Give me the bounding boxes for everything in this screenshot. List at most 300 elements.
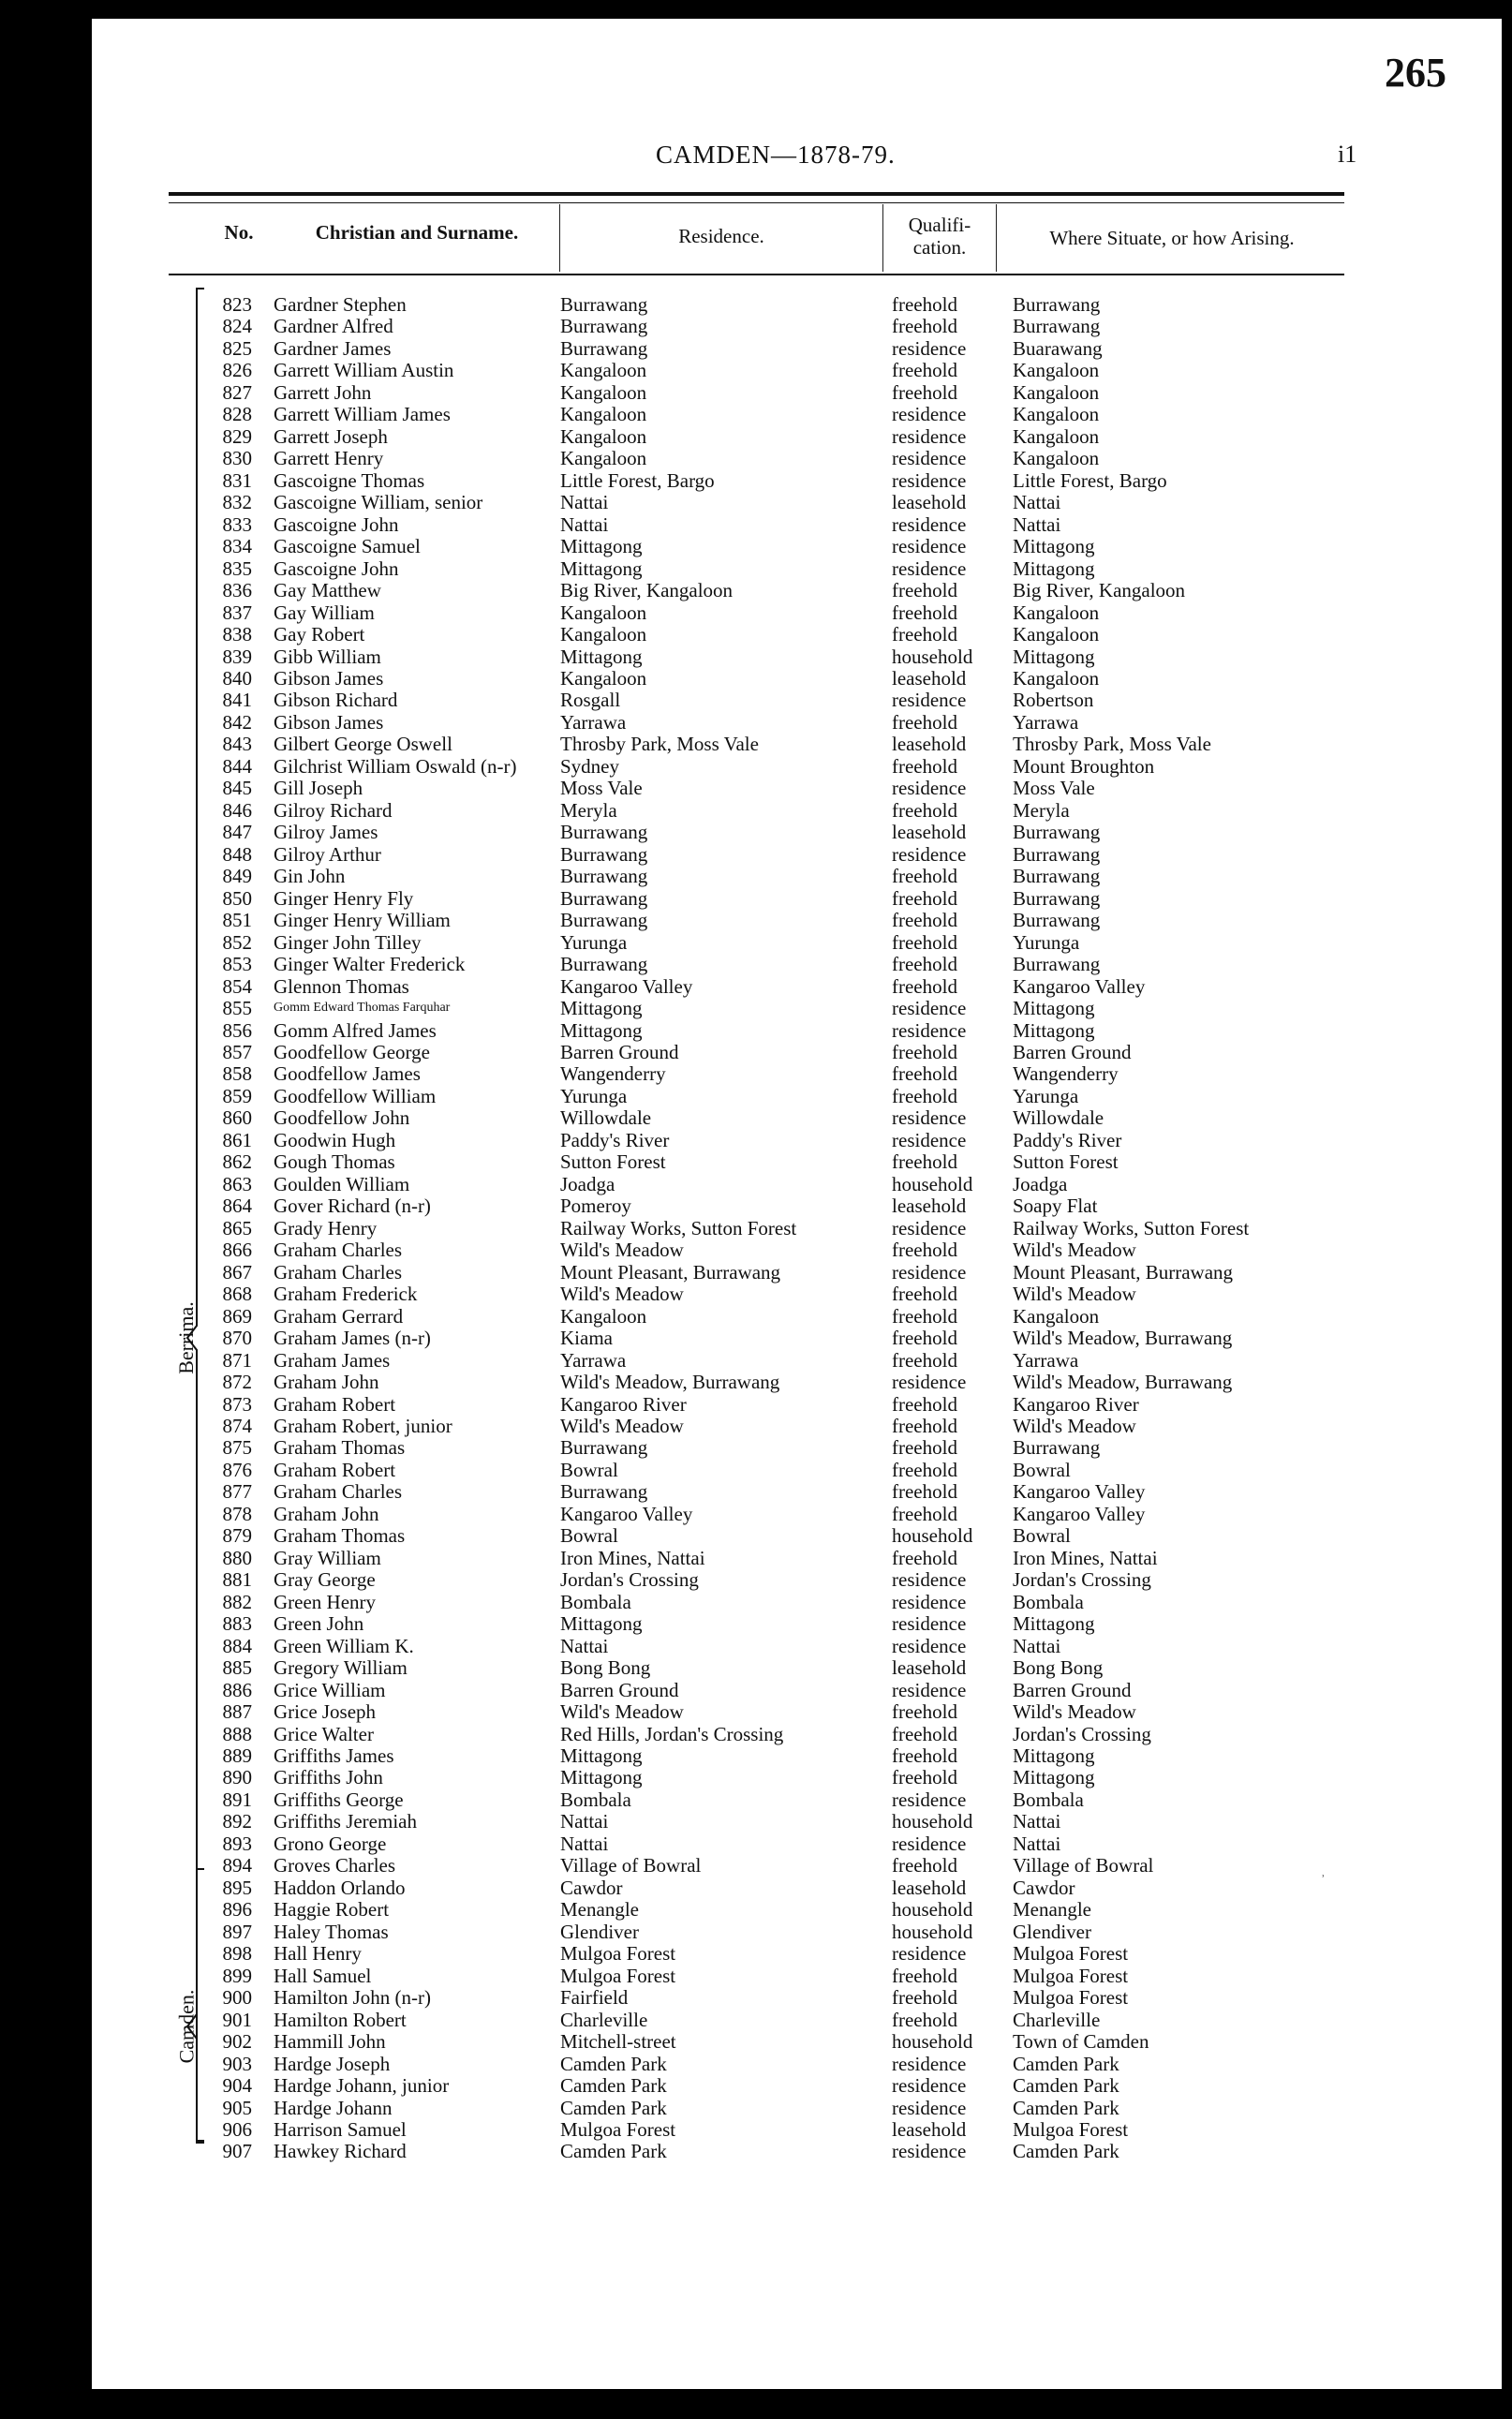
entry-qualification: residence [892,2074,967,2098]
entry-number: 834 [222,535,252,558]
entry-residence: Burrawang [560,865,648,888]
entry-number: 885 [222,1656,252,1680]
entry-number: 879 [222,1524,252,1548]
entry-where-situate: Soapy Flat [1013,1195,1098,1218]
entry-where-situate: Throsby Park, Moss Vale [1013,733,1211,756]
table-row [0,381,1499,404]
entry-number: 831 [222,468,252,492]
table-row [0,337,1499,360]
entry-where-situate: Wild's Meadow, Burrawang [1013,1371,1233,1394]
header-bottom-rule [169,274,1344,275]
entry-where-situate: Barren Ground [1013,1040,1132,1063]
entry-where-situate: Mittagong [1013,557,1095,580]
entry-number: 833 [222,512,252,536]
entry-name: Ginger Henry William [274,909,451,932]
entry-qualification: household [892,1898,973,1922]
entry-name: Gilbert George Oswell [274,733,452,756]
entry-name: Hammill John [274,2030,386,2054]
entry-where-situate: Camden Park [1013,2140,1119,2163]
entry-residence: Wild's Meadow, Burrawang [560,1371,780,1394]
entry-where-situate: Kangaloon [1013,380,1100,404]
entry-name: Hardge Johann [274,2096,393,2119]
table-row [0,931,1499,954]
entry-residence: Paddy's River [560,1128,670,1151]
entry-residence: Camden Park [560,2096,667,2119]
entry-number: 902 [222,2030,252,2054]
entry-name: Gascoigne Thomas [274,468,425,492]
entry-name: Griffiths James [274,1744,394,1768]
entry-qualification: residence [892,535,967,558]
entry-residence: Kangaloon [560,601,647,624]
entry-name: Gomm Alfred James [274,1018,437,1042]
entry-name: Graham Thomas [274,1436,406,1460]
entry-residence: Kangaloon [560,424,647,448]
entry-name: Graham Charles [274,1480,403,1504]
entry-residence: Kangaroo Valley [560,974,693,998]
entry-where-situate: Paddy's River [1013,1128,1122,1151]
entry-name: Haddon Orlando [274,1876,406,1899]
entry-number: 862 [222,1150,252,1174]
entry-name: Hardge Johann, junior [274,2074,450,2098]
entry-name: Hardge Joseph [274,2052,391,2075]
entry-name: Gascoigne John [274,512,399,536]
entry-number: 891 [222,1788,252,1811]
entry-name: Grady Henry [274,1216,378,1239]
entry-name: Graham Robert [274,1458,396,1481]
entry-name: Graham James (n-r) [274,1327,431,1350]
entry-number: 900 [222,1986,252,2010]
entry-number: 876 [222,1458,252,1481]
entry-name: Gibson James [274,710,384,734]
entry-name: Garrett Joseph [274,424,388,448]
entry-number: 895 [222,1876,252,1899]
entry-where-situate: Menangle [1013,1898,1091,1922]
entry-number: 863 [222,1172,252,1195]
table-row [0,646,1499,668]
entry-number: 896 [222,1898,252,1922]
table-row [0,315,1499,337]
entry-name: Gibb William [274,645,381,668]
entry-residence: Red Hills, Jordan's Crossing [560,1722,784,1745]
entry-residence: Kangaloon [560,403,647,426]
entry-name: Gascoigne John [274,557,399,580]
entry-number: 832 [222,491,252,514]
entry-qualification: residence [892,1106,967,1130]
entry-name: Grice Walter [274,1722,374,1745]
table-row [0,1041,1499,1063]
table-row [0,1129,1499,1151]
entry-name: Gilroy Arthur [274,842,381,866]
entry-residence: Joadga [560,1172,615,1195]
table-row [0,491,1499,513]
entry-where-situate: Mulgoa Forest [1013,2118,1129,2141]
entry-where-situate: Yarrawa [1013,710,1079,734]
entry-where-situate: Kangaloon [1013,623,1100,646]
entry-where-situate: Bowral [1013,1458,1071,1481]
table-row [0,469,1499,492]
table-row [0,1921,1499,1943]
entry-residence: Rosgall [560,689,621,712]
entry-qualification: freehold [892,601,957,624]
entry-name: Graham Robert [274,1392,396,1416]
entry-where-situate: Sutton Forest [1013,1150,1119,1174]
entry-name: Gay Robert [274,623,365,646]
entry-qualification: freehold [892,380,957,404]
entry-qualification: freehold [892,1062,957,1086]
entry-number: 882 [222,1590,252,1613]
entry-qualification: residence [892,1568,967,1592]
entry-number: 844 [222,754,252,778]
table-row [0,1305,1499,1328]
entry-qualification: leasehold [892,666,967,690]
table-row [0,1788,1499,1811]
table-row [0,535,1499,557]
entry-name: Gardner James [274,336,392,360]
entry-where-situate: Wild's Meadow [1013,1283,1136,1306]
entry-number: 865 [222,1216,252,1239]
entry-name: Goodfellow William [274,1084,437,1107]
entry-name: Goulden William [274,1172,410,1195]
entry-qualification: freehold [892,886,957,910]
entry-where-situate: Camden Park [1013,2052,1119,2075]
entry-name: Graham Frederick [274,1283,418,1306]
entry-where-situate: Joadga [1013,1172,1068,1195]
entry-where-situate: Kangaloon [1013,666,1100,690]
entry-number: 846 [222,798,252,822]
entry-number: 852 [222,930,252,954]
entry-name: Gilroy James [274,821,378,844]
signature-mark: i1 [1338,141,1357,168]
entry-qualification: freehold [892,1766,957,1789]
entry-name: Gilchrist William Oswald (n-r) [274,754,517,778]
entry-residence: Burrawang [560,909,648,932]
entry-residence: Mittagong [560,1766,643,1789]
entry-where-situate: Jordan's Crossing [1013,1568,1151,1592]
entry-residence: Yurunga [560,930,628,954]
table-row [0,403,1499,425]
entry-number: 855 [222,997,252,1020]
entry-qualification: residence [892,468,967,492]
table-row [0,1415,1499,1437]
entry-residence: Nattai [560,1810,609,1833]
entry-where-situate: Kangaloon [1013,447,1100,470]
entry-number: 857 [222,1040,252,1063]
table-row [0,425,1499,448]
entry-name: Graham Robert, junior [274,1414,452,1437]
entry-number: 853 [222,953,252,976]
entry-qualification: freehold [892,1327,957,1350]
entry-qualification: residence [892,2052,967,2075]
entry-residence: Kangaloon [560,359,647,382]
entry-number: 835 [222,557,252,580]
entry-residence: Sutton Forest [560,1150,666,1174]
table-row [0,1833,1499,1855]
entry-residence: Barren Ground [560,1678,679,1701]
entry-number: 894 [222,1854,252,1877]
entry-number: 889 [222,1744,252,1768]
table-row [0,1591,1499,1613]
entry-qualification: residence [892,1371,967,1394]
entry-qualification: residence [892,2096,967,2119]
entry-residence: Wild's Meadow [560,1700,684,1724]
table-row [0,601,1499,624]
entry-number: 898 [222,1942,252,1966]
entry-where-situate: Glendiver [1013,1920,1091,1943]
entry-number: 827 [222,380,252,404]
table-row [0,1062,1499,1085]
table-row [0,1854,1499,1877]
entry-where-situate: Kangaloon [1013,1304,1100,1328]
entry-qualification: residence [892,557,967,580]
table-row [0,447,1499,469]
table-row [0,733,1499,755]
entry-residence: Mulgoa Forest [560,2118,676,2141]
entry-name: Garrett William Austin [274,359,454,382]
entry-residence: Wild's Meadow [560,1239,684,1262]
entry-where-situate: Mittagong [1013,535,1095,558]
table-row [0,2074,1499,2097]
entry-residence: Nattai [560,512,609,536]
entry-qualification: freehold [892,1239,957,1262]
entry-where-situate: Yurunga [1013,930,1080,954]
entry-qualification: freehold [892,1348,957,1372]
entry-number: 888 [222,1722,252,1745]
entry-qualification: freehold [892,974,957,998]
table-row [0,777,1499,799]
entry-number: 826 [222,359,252,382]
table-row [0,2097,1499,2119]
entry-where-situate: Kangaroo Valley [1013,1502,1146,1525]
entry-number: 899 [222,1964,252,1987]
entry-where-situate: Burrawang [1013,909,1101,932]
entry-where-situate: Town of Camden [1013,2030,1149,2054]
entry-residence: Burrawang [560,886,648,910]
entry-residence: Iron Mines, Nattai [560,1546,705,1569]
entry-name: Grice Joseph [274,1700,377,1724]
entry-qualification: residence [892,1788,967,1811]
entry-qualification: residence [892,777,967,800]
header-residence: Residence. [678,225,764,247]
table-row [0,1986,1499,2009]
entry-where-situate: Wangenderry [1013,1062,1119,1086]
table-row [0,2118,1499,2141]
entry-residence: Mittagong [560,997,643,1020]
entry-residence: Mount Pleasant, Burrawang [560,1260,781,1284]
entry-name: Graham John [274,1371,379,1394]
entry-name: Graham Charles [274,1239,403,1262]
header-thin-rule [169,202,1344,203]
entry-residence: Mulgoa Forest [560,1942,676,1966]
entry-where-situate: Meryla [1013,798,1070,822]
entry-name: Graham Gerrard [274,1304,404,1328]
entry-number: 871 [222,1348,252,1372]
entry-where-situate: Nattai [1013,1832,1061,1855]
entry-where-situate: Kangaroo Valley [1013,1480,1146,1504]
entry-number: 858 [222,1062,252,1086]
entry-number: 849 [222,865,252,888]
entry-number: 850 [222,886,252,910]
entry-name: Gray William [274,1546,381,1569]
table-row [0,1327,1499,1349]
entry-name: Hawkey Richard [274,2140,407,2163]
entry-name: Goodfellow James [274,1062,421,1086]
entry-residence: Yarrawa [560,710,627,734]
entry-number: 845 [222,777,252,800]
entry-where-situate: Little Forest, Bargo [1013,468,1167,492]
entry-where-situate: Nattai [1013,1634,1061,1657]
entry-residence: Moss Vale [560,777,643,800]
entry-residence: Camden Park [560,2074,667,2098]
entry-residence: Charleville [560,2008,648,2031]
table-row [0,1459,1499,1481]
entry-number: 840 [222,666,252,690]
table-row [0,821,1499,843]
entry-where-situate: Burrawang [1013,865,1101,888]
entry-name: Green Henry [274,1590,377,1613]
entry-qualification: freehold [892,1436,957,1460]
entry-residence: Mittagong [560,645,643,668]
entry-name: Gregory William [274,1656,408,1680]
entry-number: 842 [222,710,252,734]
table-row [0,513,1499,536]
table-row [0,1942,1499,1965]
entry-number: 856 [222,1018,252,1042]
entry-qualification: residence [892,1260,967,1284]
table-row [0,909,1499,931]
entry-residence: Big River, Kangaloon [560,579,734,602]
entry-qualification: leasehold [892,733,967,756]
table-row [0,997,1499,1019]
table-row [0,1085,1499,1107]
entry-residence: Throsby Park, Moss Vale [560,733,759,756]
entry-name: Grice William [274,1678,386,1701]
column-divider [882,204,883,272]
entry-qualification: residence [892,1216,967,1239]
table-row [0,1283,1499,1305]
entry-name: Garrett William James [274,403,451,426]
entry-residence: Mitchell-street [560,2030,676,2054]
entry-qualification: household [892,1920,973,1943]
entry-name: Haley Thomas [274,1920,389,1943]
entry-number: 838 [222,623,252,646]
entry-qualification: residence [892,424,967,448]
table-row [0,1217,1499,1239]
entry-number: 847 [222,821,252,844]
table-row [0,1700,1499,1723]
entry-where-situate: Mittagong [1013,997,1095,1020]
entry-qualification: leasehold [892,2118,967,2141]
entry-residence: Jordan's Crossing [560,1568,699,1592]
table-row [0,843,1499,866]
entry-where-situate: Mittagong [1013,1018,1095,1042]
entry-number: 904 [222,2074,252,2098]
header-qualification: Qualifi-cation. [908,214,971,259]
entry-where-situate: Camden Park [1013,2074,1119,2098]
entry-qualification: residence [892,997,967,1020]
entry-number: 874 [222,1414,252,1437]
entry-name: Hamilton John (n-r) [274,1986,431,2010]
table-row [0,1371,1499,1393]
entry-where-situate: Big River, Kangaloon [1013,579,1186,602]
entry-number: 861 [222,1128,252,1151]
entry-where-situate: Moss Vale [1013,777,1095,800]
entry-qualification: leasehold [892,1656,967,1680]
entry-number: 877 [222,1480,252,1504]
table-row [0,1568,1499,1591]
entry-where-situate: Mulgoa Forest [1013,1964,1129,1987]
entry-where-situate: Iron Mines, Nattai [1013,1546,1158,1569]
entry-qualification: household [892,1524,973,1548]
table-row [0,975,1499,998]
entry-residence: Glendiver [560,1920,639,1943]
entry-number: 887 [222,1700,252,1724]
entry-qualification: residence [892,447,967,470]
table-row [0,1349,1499,1372]
entry-qualification: freehold [892,2008,957,2031]
entry-where-situate: Kangaroo River [1013,1392,1139,1416]
entry-residence: Menangle [560,1898,639,1922]
entry-where-situate: Jordan's Crossing [1013,1722,1151,1745]
entry-qualification: freehold [892,1040,957,1063]
table-row [0,1766,1499,1788]
entry-residence: Kangaroo Valley [560,1502,693,1525]
table-row [0,557,1499,580]
column-divider [559,204,560,272]
entry-qualification: residence [892,1678,967,1701]
entry-residence: Burrawang [560,1436,648,1460]
entry-residence: Mulgoa Forest [560,1964,676,1987]
entry-residence: Cawdor [560,1876,623,1899]
entry-where-situate: Camden Park [1013,2096,1119,2119]
entry-qualification: household [892,1172,973,1195]
entry-name: Gover Richard (n-r) [274,1195,431,1218]
table-row [0,667,1499,690]
header-no: No. [224,221,254,244]
header-name: Christian and Surname. [315,221,519,244]
table-row [0,1965,1499,1987]
entry-name: Garrett John [274,380,372,404]
entry-name: Hall Samuel [274,1964,372,1987]
table-row [0,2030,1499,2053]
entry-name: Gibson Richard [274,689,398,712]
table-row [0,1503,1499,1525]
entry-name: Garrett Henry [274,447,384,470]
page-number: 265 [1385,50,1446,96]
entry-name: Graham James [274,1348,391,1372]
entry-number: 878 [222,1502,252,1525]
entry-number: 823 [222,293,252,316]
table-row [0,1436,1499,1459]
entry-number: 905 [222,2096,252,2119]
entry-where-situate: Bowral [1013,1524,1071,1548]
table-row [0,1679,1499,1701]
table-row [0,579,1499,601]
entry-qualification: residence [892,1634,967,1657]
table-row [0,1898,1499,1921]
entry-name: Glennon Thomas [274,974,409,998]
entry-where-situate: Burrawang [1013,1436,1101,1460]
district-label-camden: Camden. [174,1989,199,2064]
table-row [0,1744,1499,1767]
table-row [0,1393,1499,1416]
entry-residence: Camden Park [560,2140,667,2163]
entry-where-situate: Charleville [1013,2008,1101,2031]
entry-residence: Mittagong [560,1744,643,1768]
entry-number: 824 [222,315,252,338]
table-row [0,1635,1499,1657]
entry-name: Hamilton Robert [274,2008,407,2031]
entry-number: 837 [222,601,252,624]
